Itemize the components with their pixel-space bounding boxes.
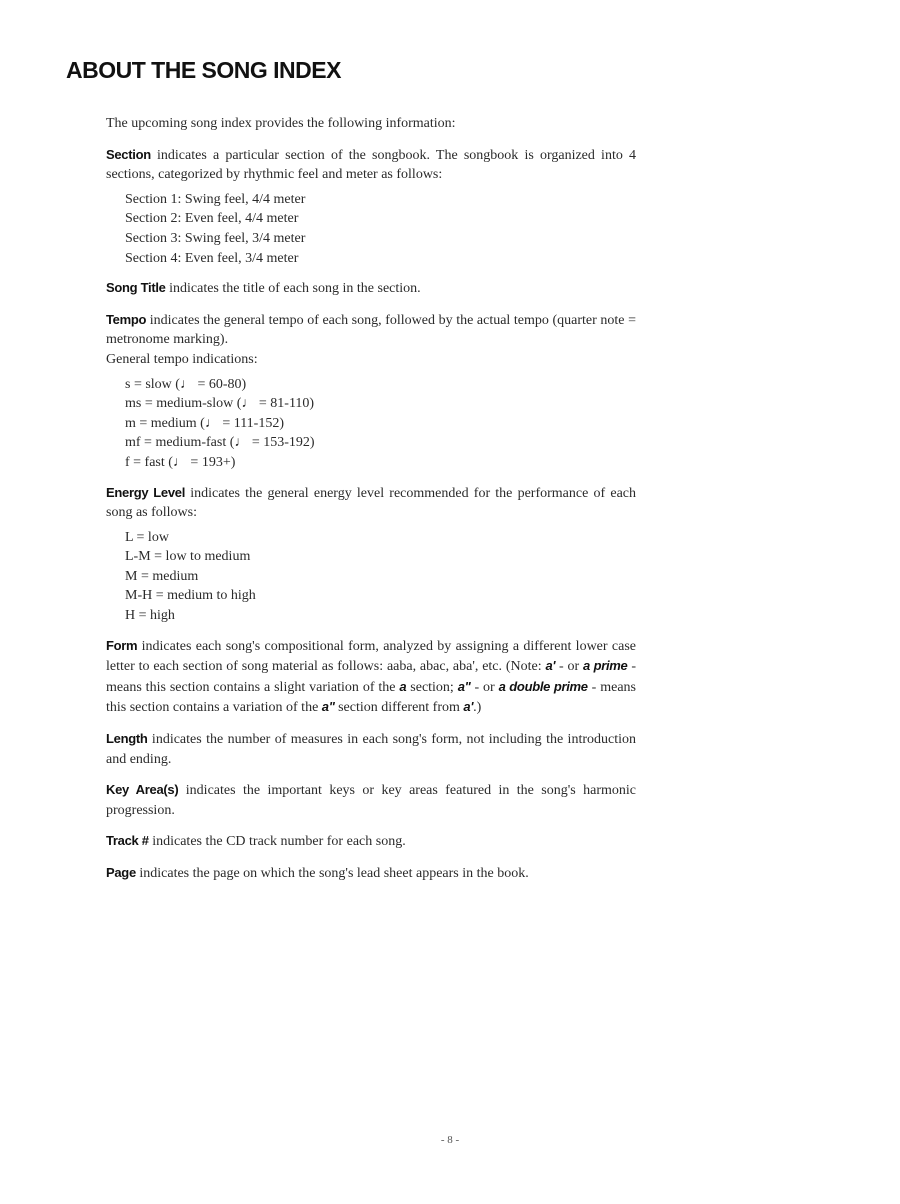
list-item: Section 1: Swing feel, 4/4 meter (125, 191, 306, 207)
tempo-desc: indicates the general tempo of each song, followed by the actual tempo (quarter note = metronome marking). (106, 312, 636, 348)
track-term: Track # (106, 833, 149, 849)
page-desc: indicates the page on which the song's lead sheet appears in the book. (135, 866, 529, 881)
intro-paragraph: The upcoming song index provides the following information: (106, 116, 456, 131)
form-text: - means this section contains a variation of the (106, 679, 636, 716)
section-term: Section (106, 146, 151, 162)
form-emphasis: a' (463, 699, 474, 715)
form-text: section different from (334, 700, 464, 716)
form-text: - or (555, 659, 583, 675)
form-term: Form (106, 637, 138, 653)
key-areas-desc: indicates the important keys or key areas featured in the song's harmonic progression. (106, 783, 636, 818)
list-item: ms = medium-slow (♩ = 81-110) (125, 396, 315, 412)
list-item: L-M = low to medium (125, 549, 251, 565)
form-text: .) (473, 700, 482, 716)
form-paragraph (106, 636, 636, 718)
energy-term: Energy Level (106, 484, 186, 500)
tempo-term: Tempo (106, 311, 147, 327)
tempo-list (125, 375, 636, 473)
page-paragraph (106, 863, 636, 884)
page-term: Page (106, 865, 136, 880)
form-emphasis: a double prime (498, 678, 588, 694)
length-paragraph (106, 729, 636, 769)
form-text: - or (470, 679, 499, 695)
list-item: mf = medium-fast (♩ = 153-192) (125, 435, 315, 451)
list-item: m = medium (♩ = 111-152) (125, 415, 285, 431)
page-title: ABOUT THE SONG INDEX (66, 57, 341, 83)
form-text: - means this section contains a slight variation of the (106, 659, 636, 695)
form-emphasis: a" (321, 699, 335, 715)
form-emphasis: a' (545, 658, 556, 674)
form-text: indicates each song's compositional form, analyzed by assigning a different lower case letter to each section of song material as follows: aaba, abac, aba', etc. (Note: (106, 638, 636, 675)
list-item: H = high (125, 608, 175, 624)
list-item: M = medium (125, 568, 199, 584)
section-desc: indicates a particular section of the songbook. The songbook is organized into 4 sections, categorized by rhythmic feel and meter as follows: (106, 147, 636, 183)
song-title-term: Song Title (106, 280, 166, 296)
key-areas-paragraph (106, 780, 636, 820)
list-item: Section 3: Swing feel, 3/4 meter (125, 230, 306, 246)
track-paragraph (106, 831, 636, 852)
energy-desc: indicates the general energy level recommended for the performance of each song as follows: (106, 485, 637, 521)
list-item: Section 4: Even feel, 3/4 meter (125, 250, 299, 266)
list-item: M-H = medium to high (125, 588, 256, 604)
energy-paragraph (106, 483, 636, 523)
form-emphasis: a prime (583, 658, 628, 674)
list-item: Section 2: Even feel, 4/4 meter (125, 211, 299, 227)
list-item: f = fast (♩ = 193+) (125, 454, 236, 470)
page-number: - 8 - (440, 1134, 460, 1146)
key-areas-term: Key Area(s) (106, 782, 179, 798)
form-emphasis: a" (457, 678, 471, 694)
form-text: section; (406, 679, 458, 695)
form-emphasis: a (399, 678, 407, 694)
length-desc: indicates the number of measures in each song's form, not including the introduction and ending. (106, 732, 636, 767)
song-title-paragraph (106, 278, 636, 299)
list-item: s = slow (♩ = 60-80) (125, 376, 247, 392)
energy-list (125, 528, 636, 626)
section-paragraph (106, 145, 636, 185)
tempo-sub: General tempo indications: (106, 351, 258, 367)
length-term: Length (106, 731, 148, 747)
content (106, 114, 636, 895)
section-list (125, 190, 636, 268)
tempo-paragraph (106, 310, 636, 370)
list-item: L = low (125, 529, 169, 545)
track-desc: indicates the CD track number for each song. (148, 834, 406, 850)
song-title-desc: indicates the title of each song in the section. (165, 281, 421, 297)
